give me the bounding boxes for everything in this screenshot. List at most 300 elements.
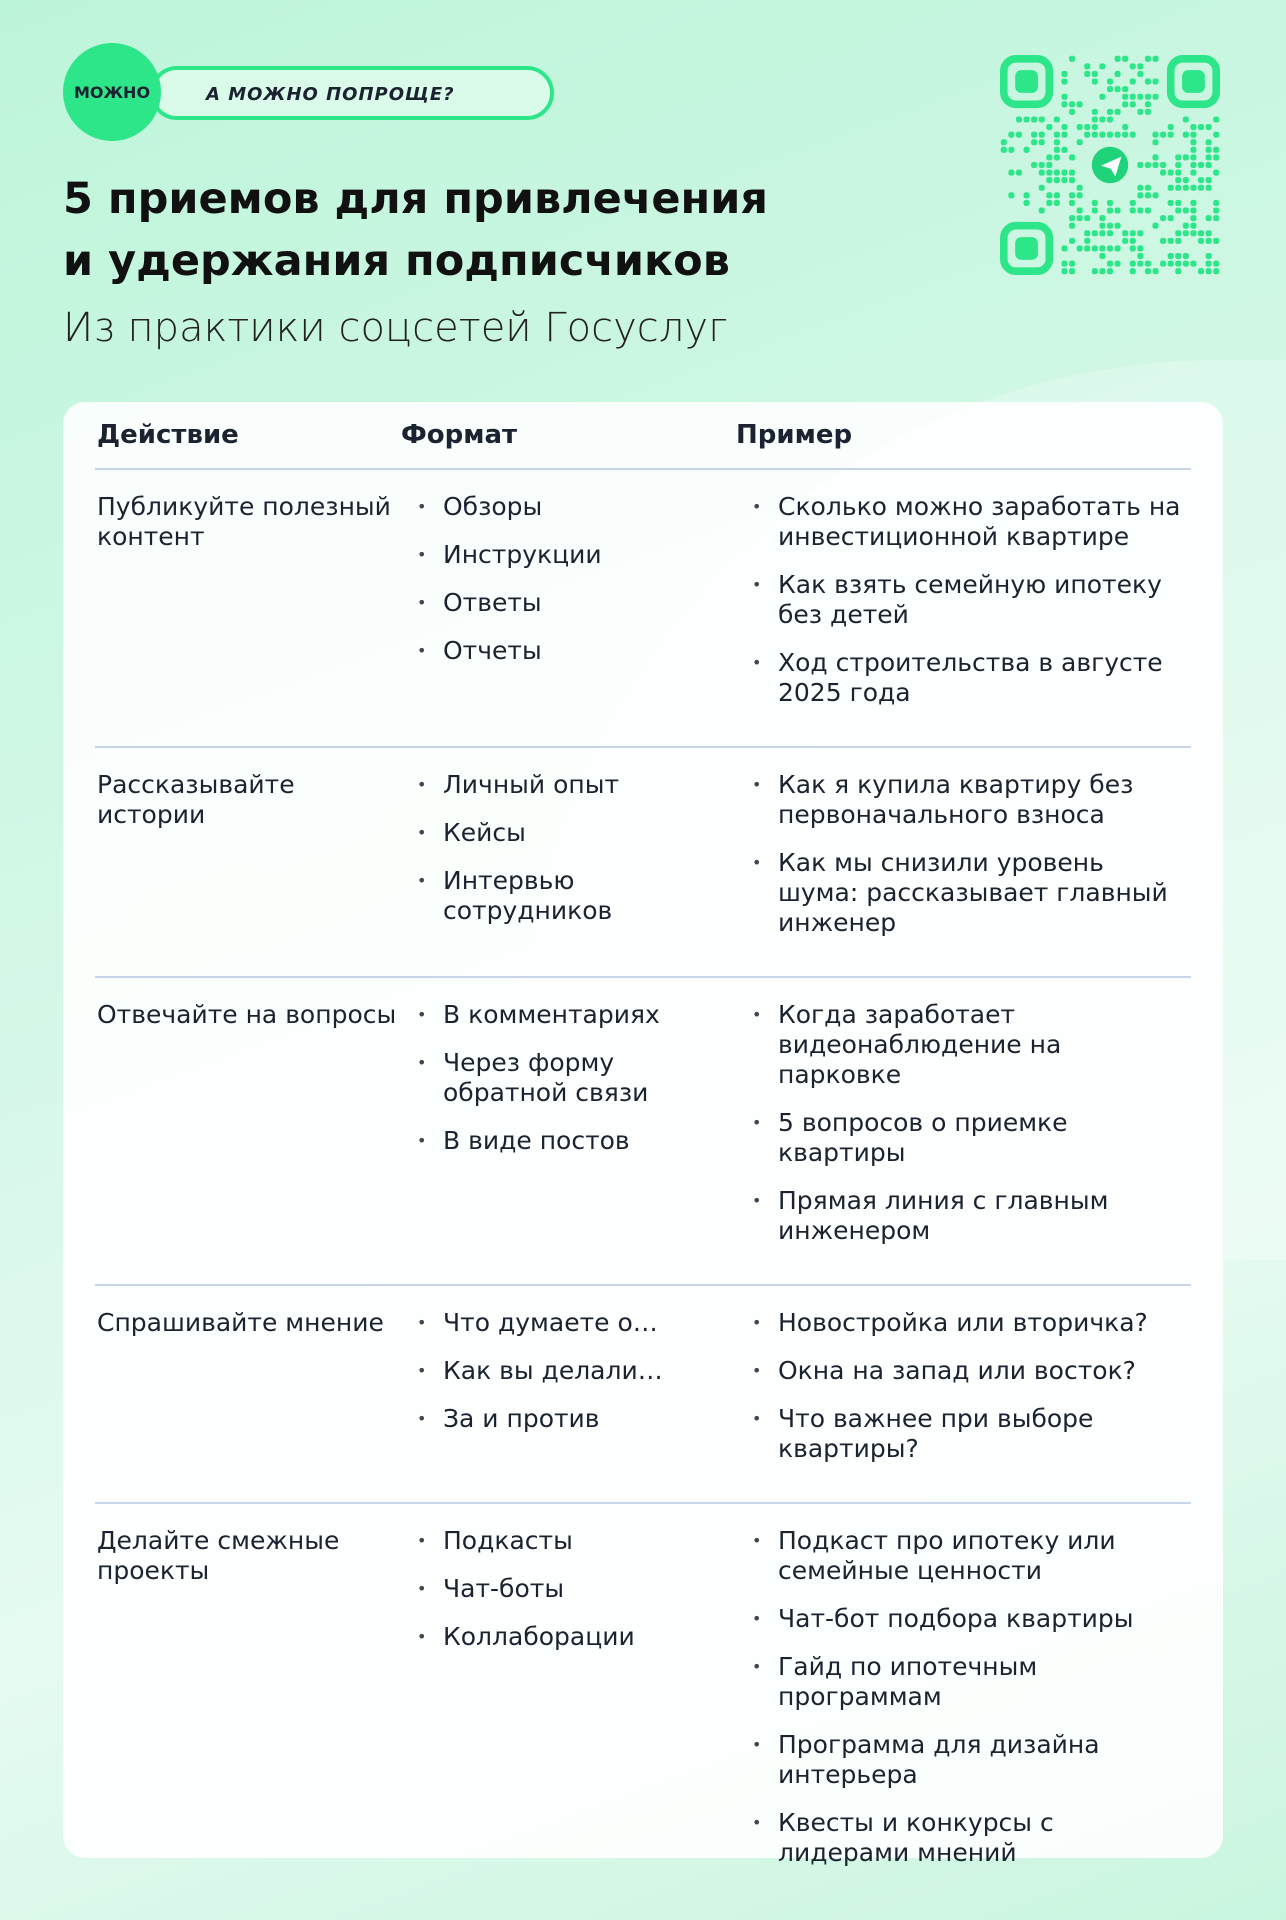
qr-module: [1160, 170, 1166, 176]
qr-module: [1069, 268, 1075, 274]
qr-module: [1137, 94, 1143, 100]
qr-module: [1061, 147, 1067, 153]
examples-list: [736, 1526, 1191, 1886]
qr-module: [1107, 132, 1113, 138]
qr-module: [1115, 223, 1121, 229]
qr-module: [1122, 56, 1128, 62]
example-item: • Подкаст про ипотеку или семейные ценности: [736, 1526, 1191, 1586]
format-item: • В комментариях: [401, 1000, 736, 1030]
qr-module: [1061, 177, 1067, 183]
qr-module: [1039, 139, 1045, 145]
qr-module: [1213, 147, 1219, 153]
qr-module: [1084, 215, 1090, 221]
qr-module: [1115, 245, 1121, 251]
qr-module: [1031, 116, 1037, 122]
qr-module: [1190, 215, 1196, 221]
qr-module: [1175, 268, 1181, 274]
qr-module: [1061, 170, 1067, 176]
example-item: • Сколько можно заработать на инвестиционной квартире: [736, 492, 1191, 552]
qr-module: [1130, 268, 1136, 274]
qr-module: [1115, 86, 1121, 92]
qr-module: [1168, 261, 1174, 267]
qr-module: [1168, 185, 1174, 191]
qr-module: [1069, 261, 1075, 267]
qr-module: [1152, 192, 1158, 198]
examples-list: [736, 1308, 1191, 1482]
qr-module: [1206, 261, 1212, 267]
example-item: • Что важнее при выборе квартиры?: [736, 1404, 1191, 1464]
qr-module: [1046, 192, 1052, 198]
qr-module: [1008, 147, 1014, 153]
qr-module: [1061, 132, 1067, 138]
format-item: • Отчеты: [401, 636, 736, 666]
qr-module: [1130, 101, 1136, 107]
qr-module: [1069, 223, 1075, 229]
qr-module: [1069, 215, 1075, 221]
header-action: Действие: [97, 420, 239, 450]
qr-module: [1190, 132, 1196, 138]
examples-list: [736, 770, 1191, 956]
format-item: • Ответы: [401, 588, 736, 618]
qr-module: [1152, 56, 1158, 62]
format-item: • Личный опыт: [401, 770, 736, 800]
format-item: • Как вы делали…: [401, 1356, 736, 1386]
qr-module: [1115, 56, 1121, 62]
qr-module: [1039, 132, 1045, 138]
action-cell: Делайте смежные проекты: [97, 1526, 340, 1585]
qr-module: [1077, 207, 1083, 213]
table-row: [95, 470, 1191, 748]
qr-module: [1099, 215, 1105, 221]
format-item: • Инструкции: [401, 540, 736, 570]
qr-module: [1130, 238, 1136, 244]
qr-module: [1092, 207, 1098, 213]
qr-module: [1069, 192, 1075, 198]
qr-module: [1190, 223, 1196, 229]
example-item: • Как я купила квартиру без первоначального взноса: [736, 770, 1191, 830]
qr-module: [1206, 147, 1212, 153]
title-line: и удержания подписчиков: [63, 236, 730, 286]
qr-module: [1145, 56, 1151, 62]
example-item: • Прямая линия с главным инженером: [736, 1186, 1191, 1246]
action-cell: Отвечайте на вопросы: [97, 1000, 397, 1029]
qr-module: [1024, 192, 1030, 198]
qr-module: [1183, 261, 1189, 267]
qr-module: [1122, 101, 1128, 107]
qr-module: [1061, 124, 1067, 130]
example-item: • Программа для дизайна интерьера: [736, 1730, 1191, 1790]
qr-module: [1145, 109, 1151, 115]
qr-module: [1190, 261, 1196, 267]
qr-module: [1206, 230, 1212, 236]
example-item: • 5 вопросов о приемке квартиры: [736, 1108, 1191, 1168]
qr-module: [1107, 109, 1113, 115]
qr-module: [1077, 215, 1083, 221]
page-title: [63, 168, 768, 292]
qr-module: [1152, 223, 1158, 229]
qr-finder-center: [1015, 237, 1038, 260]
qr-module: [1092, 268, 1098, 274]
qr-module: [1092, 132, 1098, 138]
qr-module: [1130, 79, 1136, 85]
example-item: • Чат-бот подбора квартиры: [736, 1604, 1191, 1634]
series-badge: [150, 66, 554, 120]
qr-module: [1198, 230, 1204, 236]
example-item: • Как мы снизили уровень шума: рассказывает главный инженер: [736, 848, 1191, 938]
qr-module: [1130, 63, 1136, 69]
qr-module: [1061, 101, 1067, 107]
format-item: • Кейсы: [401, 818, 736, 848]
format-item: • Подкасты: [401, 1526, 736, 1556]
qr-module: [1183, 207, 1189, 213]
qr-module: [1137, 109, 1143, 115]
qr-module: [1183, 253, 1189, 259]
qr-module: [1084, 132, 1090, 138]
example-item: • Окна на запад или восток?: [736, 1356, 1191, 1386]
qr-module: [1122, 230, 1128, 236]
qr-finder-center: [1182, 70, 1205, 93]
formats-list: [401, 1526, 736, 1886]
table-row: [95, 1286, 1191, 1504]
qr-module: [1183, 230, 1189, 236]
qr-module: [1115, 132, 1121, 138]
qr-module: [1031, 132, 1037, 138]
example-item: • Гайд по ипотечным программам: [736, 1652, 1191, 1712]
format-item: • За и против: [401, 1404, 736, 1434]
qr-module: [1206, 124, 1212, 130]
badge-circle: МОЖНО: [63, 43, 161, 141]
table-row: [95, 1504, 1191, 1906]
qr-module: [1183, 132, 1189, 138]
qr-module: [1054, 177, 1060, 183]
qr-module: [1137, 207, 1143, 213]
qr-module: [1122, 132, 1128, 138]
qr-module: [1206, 185, 1212, 191]
qr-module: [1145, 94, 1151, 100]
qr-module: [1190, 230, 1196, 236]
qr-module: [1099, 245, 1105, 251]
qr-module: [1092, 109, 1098, 115]
example-item: • Квесты и конкурсы с лидерами мнений: [736, 1808, 1191, 1868]
format-item: • Обзоры: [401, 492, 736, 522]
qr-module: [1092, 116, 1098, 122]
qr-module: [1152, 139, 1158, 145]
qr-module: [1175, 162, 1181, 168]
qr-module: [1130, 207, 1136, 213]
qr-module: [1115, 261, 1121, 267]
example-item: • Новостройка или вторичка?: [736, 1308, 1191, 1338]
qr-module: [1084, 63, 1090, 69]
format-item: • Интервью сотрудников: [401, 866, 736, 926]
qr-module: [1001, 147, 1007, 153]
qr-module: [1198, 185, 1204, 191]
qr-module: [1061, 268, 1067, 274]
qr-module: [1160, 215, 1166, 221]
qr-module: [1213, 268, 1219, 274]
qr-module: [1107, 200, 1113, 206]
qr-module: [1099, 268, 1105, 274]
qr-module: [1115, 71, 1121, 77]
qr-module: [1016, 132, 1022, 138]
qr-module: [1054, 170, 1060, 176]
qr-module: [1213, 215, 1219, 221]
qr-module: [1099, 253, 1105, 259]
action-cell: Спрашивайте мнение: [97, 1308, 384, 1337]
qr-module: [1130, 132, 1136, 138]
qr-module: [1077, 101, 1083, 107]
qr-module: [1130, 200, 1136, 206]
qr-module: [1190, 207, 1196, 213]
qr-module: [1168, 170, 1174, 176]
qr-module: [1190, 162, 1196, 168]
qr-module: [1152, 79, 1158, 85]
qr-module: [1069, 101, 1075, 107]
qr-module: [1069, 154, 1075, 160]
qr-module: [1122, 238, 1128, 244]
qr-module: [1198, 162, 1204, 168]
qr-module: [1069, 238, 1075, 244]
examples-list: [736, 492, 1191, 726]
qr-module: [1137, 71, 1143, 77]
qr-module: [1206, 139, 1212, 145]
format-item: • В виде постов: [401, 1126, 736, 1156]
qr-module: [1099, 223, 1105, 229]
qr-module: [1198, 238, 1204, 244]
qr-module: [1046, 200, 1052, 206]
qr-module: [1092, 71, 1098, 77]
example-item: • Ход строительства в августе 2025 года: [736, 648, 1191, 708]
qr-module: [1107, 207, 1113, 213]
qr-module: [1039, 162, 1045, 168]
qr-module: [1031, 162, 1037, 168]
qr-module: [1122, 124, 1128, 130]
qr-module: [1061, 245, 1067, 251]
qr-module: [1061, 94, 1067, 100]
qr-module: [1137, 245, 1143, 251]
tips-table: [63, 402, 1223, 1867]
qr-module: [1107, 86, 1113, 92]
qr-module: [1175, 177, 1181, 183]
qr-module: [1130, 261, 1136, 267]
format-item: • Коллаборации: [401, 1622, 736, 1652]
qr-module: [1054, 200, 1060, 206]
qr-module: [1152, 132, 1158, 138]
example-item: • Как взять семейную ипотеку без детей: [736, 570, 1191, 630]
qr-module: [1213, 261, 1219, 267]
qr-module: [1039, 207, 1045, 213]
qr-module: [1046, 177, 1052, 183]
qr-module: [1168, 124, 1174, 130]
qr-module: [1054, 139, 1060, 145]
qr-module: [1198, 177, 1204, 183]
qr-module: [1069, 109, 1075, 115]
header-format: Формат: [401, 420, 518, 450]
qr-module: [1115, 207, 1121, 213]
qr-module: [1160, 261, 1166, 267]
qr-module: [1077, 245, 1083, 251]
page-subtitle: Из практики соцсетей Госуслуг: [63, 305, 728, 351]
qr-module: [1145, 79, 1151, 85]
qr-module: [1016, 170, 1022, 176]
qr-module: [1160, 162, 1166, 168]
qr-module: [1137, 253, 1143, 259]
qr-module: [1092, 245, 1098, 251]
qr-module: [1190, 147, 1196, 153]
qr-module: [1213, 116, 1219, 122]
qr-module: [1145, 101, 1151, 107]
qr-module: [1213, 207, 1219, 213]
qr-module: [1183, 223, 1189, 229]
qr-module: [1107, 223, 1113, 229]
qr-module: [1168, 200, 1174, 206]
qr-module: [1130, 94, 1136, 100]
qr-module: [1016, 116, 1022, 122]
qr-module: [1183, 116, 1189, 122]
table-row: [95, 748, 1191, 978]
qr-module: [1054, 192, 1060, 198]
qr-code[interactable]: [1000, 55, 1220, 275]
qr-module: [1206, 162, 1212, 168]
qr-module: [1107, 261, 1113, 267]
qr-module: [1039, 170, 1045, 176]
qr-module: [1092, 124, 1098, 130]
qr-module: [1190, 185, 1196, 191]
qr-module: [1175, 207, 1181, 213]
qr-module: [1206, 215, 1212, 221]
qr-module: [1198, 124, 1204, 130]
qr-module: [1175, 185, 1181, 191]
qr-module: [1145, 268, 1151, 274]
badge-text: А МОЖНО ПОПРОЩЕ?: [206, 84, 455, 105]
qr-module: [1084, 124, 1090, 130]
qr-module: [1145, 207, 1151, 213]
qr-module: [1107, 268, 1113, 274]
qr-module: [1183, 185, 1189, 191]
qr-module: [1175, 253, 1181, 259]
qr-module: [1122, 86, 1128, 92]
qr-module: [1115, 109, 1121, 115]
qr-module: [1137, 185, 1143, 191]
qr-module: [1152, 162, 1158, 168]
title-line: 5 приемов для привлечения: [63, 174, 768, 224]
qr-module: [1107, 245, 1113, 251]
qr-module: [1137, 63, 1143, 69]
qr-module: [1145, 192, 1151, 198]
qr-module: [1054, 116, 1060, 122]
formats-list: [401, 492, 736, 726]
qr-module: [1077, 139, 1083, 145]
qr-module: [1122, 94, 1128, 100]
qr-module: [1069, 56, 1075, 62]
qr-module: [1099, 132, 1105, 138]
qr-module: [1099, 230, 1105, 236]
qr-module: [1145, 162, 1151, 168]
qr-module: [1213, 132, 1219, 138]
qr-module: [1046, 124, 1052, 130]
qr-module: [1190, 139, 1196, 145]
qr-module: [1092, 200, 1098, 206]
qr-module: [1084, 245, 1090, 251]
qr-module: [1160, 238, 1166, 244]
qr-module: [1190, 154, 1196, 160]
qr-module: [1024, 116, 1030, 122]
qr-module: [1213, 238, 1219, 244]
qr-module: [1046, 170, 1052, 176]
format-item: • Чат-боты: [401, 1574, 736, 1604]
qr-module: [1213, 200, 1219, 206]
qr-module: [1137, 192, 1143, 198]
qr-module: [1190, 170, 1196, 176]
format-item: • Через форму обратной связи: [401, 1048, 736, 1108]
qr-module: [1099, 63, 1105, 69]
qr-module: [1061, 261, 1067, 267]
qr-module: [1137, 162, 1143, 168]
example-item: • Когда заработает видеонаблюдение на парковке: [736, 1000, 1191, 1090]
qr-module: [1061, 71, 1067, 77]
qr-module: [1175, 238, 1181, 244]
qr-module: [1031, 139, 1037, 145]
qr-module: [1213, 154, 1219, 160]
qr-module: [1046, 162, 1052, 168]
qr-module: [1145, 261, 1151, 267]
qr-module: [1092, 79, 1098, 85]
qr-module: [1168, 238, 1174, 244]
qr-module: [1175, 170, 1181, 176]
qr-module: [1152, 94, 1158, 100]
qr-module: [1175, 154, 1181, 160]
qr-module: [1130, 230, 1136, 236]
qr-module: [1061, 79, 1067, 85]
qr-module: [1190, 200, 1196, 206]
qr-module: [1206, 177, 1212, 183]
qr-module: [1107, 230, 1113, 236]
qr-module: [1190, 124, 1196, 130]
action-cell: Публикуйте полезный контент: [97, 492, 391, 551]
qr-module: [1092, 230, 1098, 236]
qr-module: [1099, 94, 1105, 100]
qr-module: [1054, 147, 1060, 153]
table-row: [95, 978, 1191, 1286]
qr-module: [1213, 170, 1219, 176]
qr-module: [1168, 132, 1174, 138]
qr-module: [1130, 245, 1136, 251]
qr-module: [1137, 230, 1143, 236]
qr-module: [1137, 261, 1143, 267]
qr-module: [1206, 268, 1212, 274]
qr-module: [1024, 200, 1030, 206]
header-example: Пример: [736, 420, 853, 450]
qr-module: [1069, 177, 1075, 183]
formats-list: [401, 770, 736, 956]
qr-finder-center: [1015, 70, 1038, 93]
qr-module: [1008, 192, 1014, 198]
qr-module: [1206, 154, 1212, 160]
qr-module: [1069, 200, 1075, 206]
qr-module: [1024, 147, 1030, 153]
qr-module: [1008, 132, 1014, 138]
qr-module: [1107, 116, 1113, 122]
qr-module: [1198, 268, 1204, 274]
format-item: • Что думаете о…: [401, 1308, 736, 1338]
qr-module: [1077, 124, 1083, 130]
qr-module: [1107, 79, 1113, 85]
qr-module: [1175, 230, 1181, 236]
qr-module: [1084, 238, 1090, 244]
formats-list: [401, 1308, 736, 1482]
qr-module: [1001, 139, 1007, 145]
qr-module: [1168, 215, 1174, 221]
action-cell: Рассказывайте истории: [97, 770, 295, 829]
